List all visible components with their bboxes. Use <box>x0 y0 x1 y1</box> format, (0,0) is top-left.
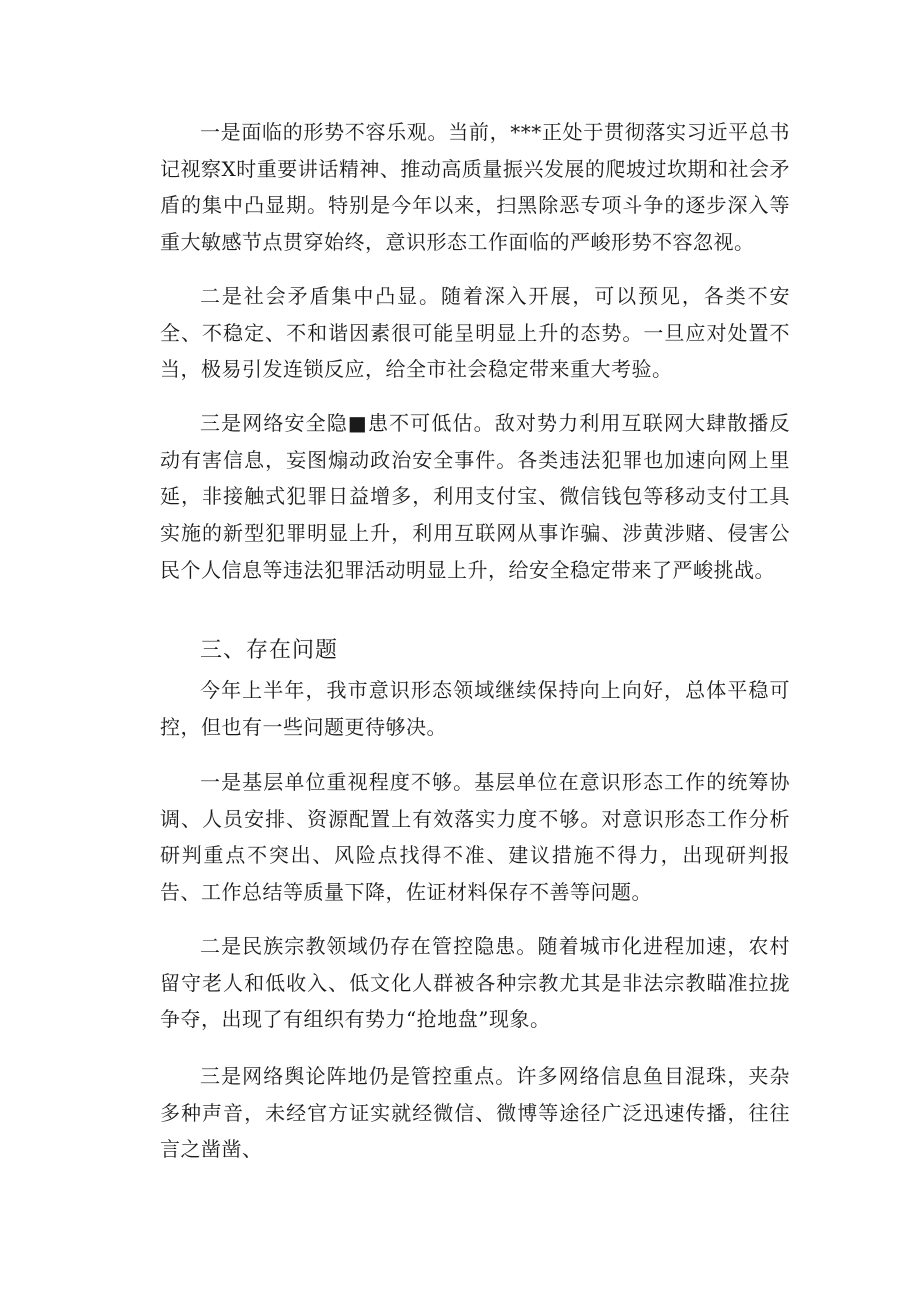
paragraph-grassroots-attention: 一是基层单位重视程度不够。基层单位在意识形态工作的统筹协调、人员安排、资源配置上有效落实力度不够。对意识形态工作分析研判重点不突出、风险点找得不准、建议措施不得力，出现研判报告、工作总结等质量下降，佐证材料保存不善等问题。 <box>160 770 790 905</box>
paragraph-network-security: 三是网络安全隐■患不可低估。敌对势力利用互联网大肆散播反动有害信息，妄图煽动政治安全事件。各类违法犯罪也加速向网上里延，非接触式犯罪日益增多，利用支付宝、微信钱包等移动支付工具实施的新型犯罪明显上升，利用互联网从事诈骗、涉黄涉赌、侵害公民个人信息等违法犯罪活动明显上升，给安全稳定带来了严峻挑战。 <box>160 411 790 582</box>
paragraph-intro-problems: 今年上半年，我市意识形态领域继续保持向上向好，总体平稳可控，但也有一些问题更待够决。 <box>160 678 790 739</box>
section-heading-existing-problems: 三、存在问题 <box>200 638 339 663</box>
paragraph-situation-outlook: 一是面临的形势不容乐观。当前，***正处于贯彻落实习近平总书记视察X时重要讲话精神、推动高质量振兴发展的爬坡过坎期和社会矛盾的集中凸显期。特别是今年以来，扫黑除恶专项斗争的逐步深入等重大敏感节点贯穿始终，意识形态工作面临的严峻形势不容忽视。 <box>160 120 790 255</box>
paragraph-social-contradictions: 二是社会矛盾集中凸显。随着深入开展，可以预见，各类不安全、不稳定、不和谐因素很可能呈明显上升的态势。一旦应对处置不当，极易引发连锁反应，给全市社会稳定带来重大考验。 <box>160 284 790 382</box>
paragraph-online-opinion: 三是网络舆论阵地仍是管控重点。许多网络信息鱼目混珠，夹杂多种声音，未经官方证实就经微信、微博等途径广泛迅速传播，往往言之凿凿、 <box>160 1064 790 1162</box>
paragraph-religious-affairs: 二是民族宗教领域仍存在管控隐患。随着城市化进程加速，农村留守老人和低收入、低文化人群被各种宗教尤其是非法宗教瞄准拉拢争夺，出现了有组织有势力“抢地盘”现象。 <box>160 934 790 1032</box>
